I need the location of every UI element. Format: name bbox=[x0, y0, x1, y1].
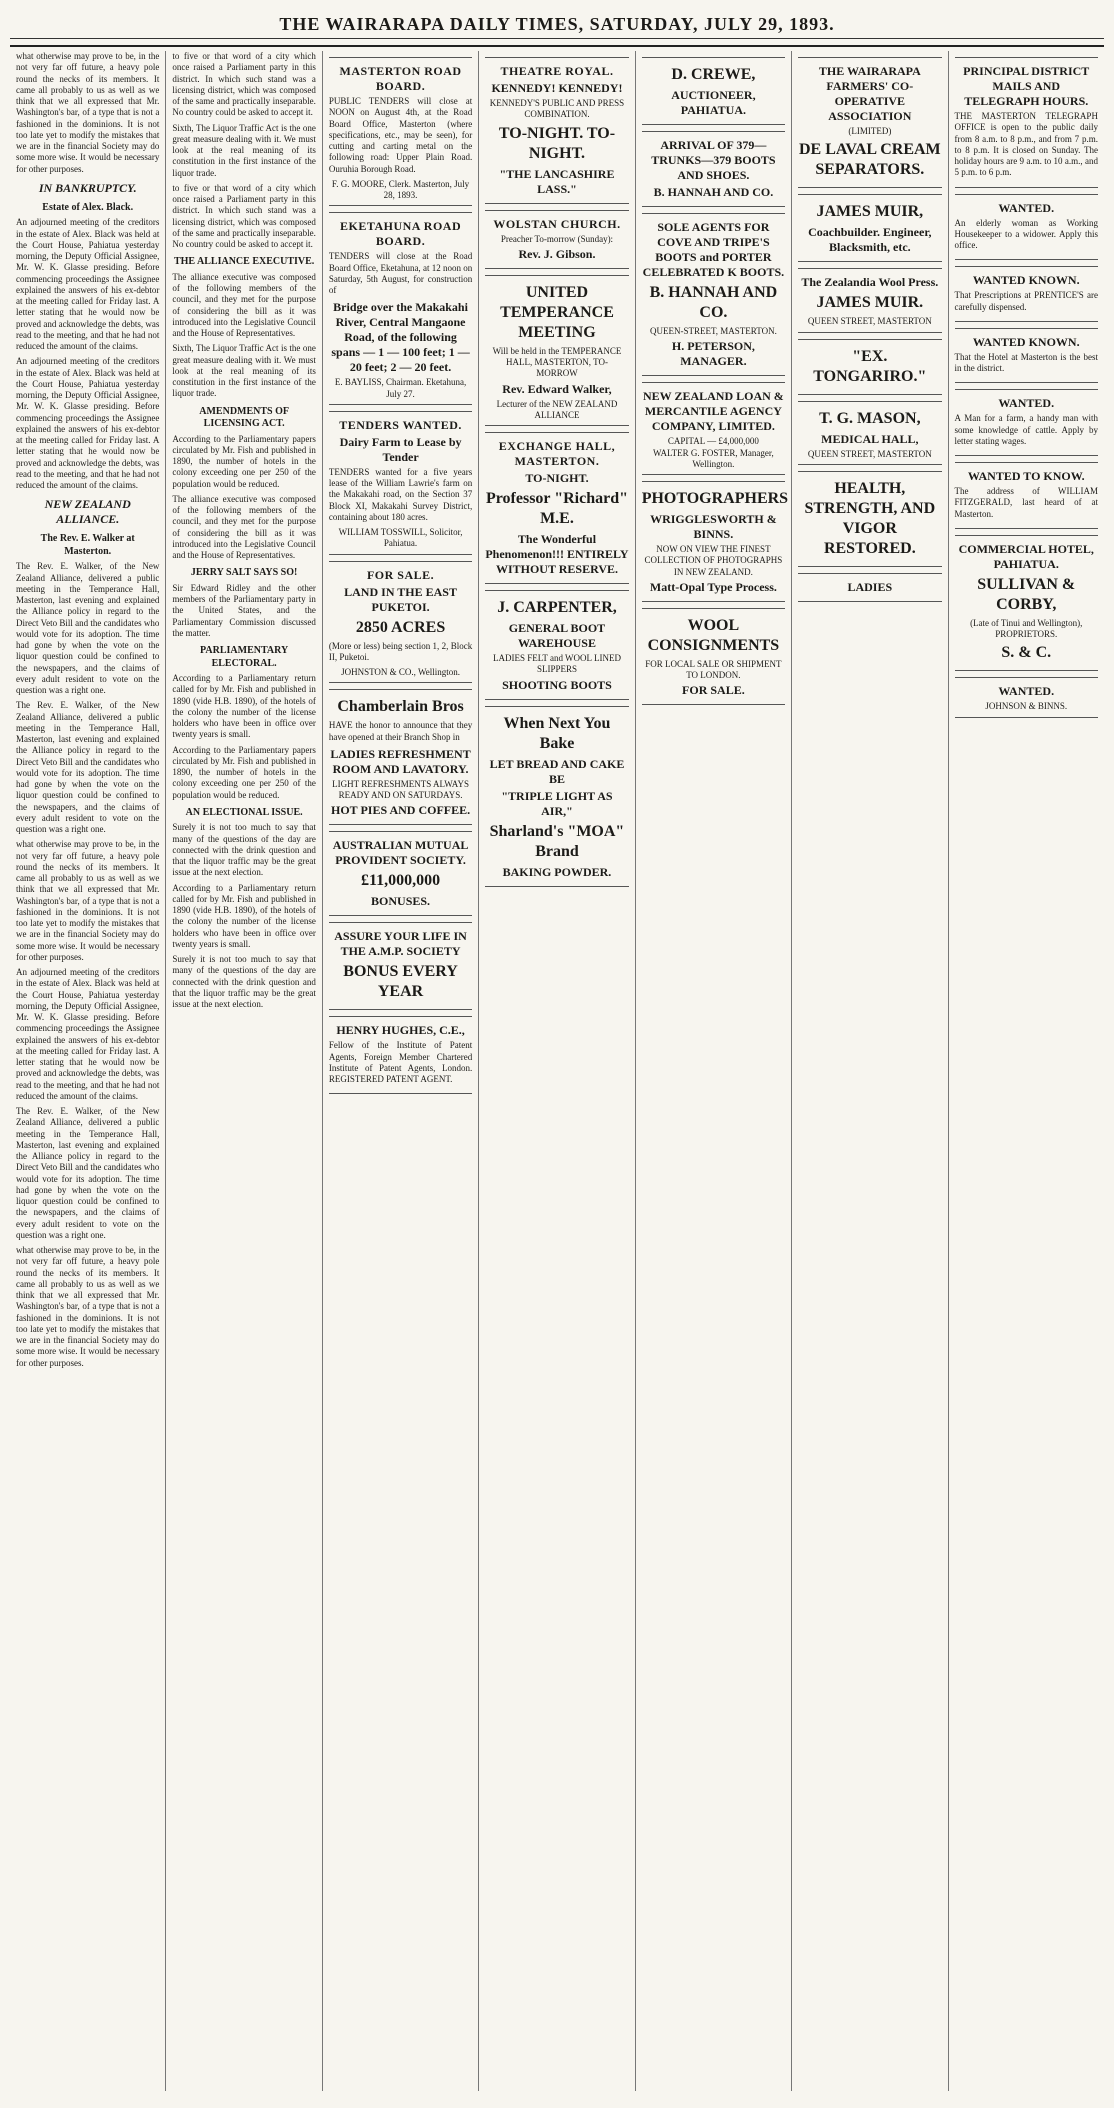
advert-wanted-to-know bbox=[955, 462, 1098, 529]
advert-subtitle: GENERAL BOOT WAREHOUSE bbox=[508, 621, 606, 650]
advert-subtitle: LADIES REFRESHMENT ROOM AND LAVATORY. bbox=[330, 746, 471, 776]
advert-text: That the Hotel at Masterton is the best in the district. bbox=[954, 351, 1098, 373]
advert-title: ARRIVAL OF 379—TRUNKS—379 BOOTS AND SHOES. bbox=[651, 138, 776, 182]
advert-funds: £11,000,000 bbox=[360, 872, 441, 890]
advert-acres: 2850 ACRES bbox=[355, 618, 446, 636]
column-6 bbox=[792, 51, 948, 2091]
advert-title: WANTED. bbox=[998, 200, 1055, 215]
advert-title: TENDERS WANTED. bbox=[339, 417, 462, 432]
advert-title: J. CARPENTER, bbox=[497, 599, 617, 616]
advert-name: JAMES MUIR. bbox=[816, 294, 924, 312]
advert-signature: WALTER G. FOSTER, Manager, Wellington. bbox=[653, 447, 774, 469]
advert-exchange-hall bbox=[485, 432, 628, 584]
advert-title: PRINCIPAL DISTRICT MAILS AND TELEGRAPH HOURS. bbox=[963, 64, 1090, 108]
advert-text: TENDERS will close at the Road Board Office, Eketahuna, at 12 noon on Saturday, 5th August, for construction of bbox=[328, 251, 473, 295]
advert-title: LADIES bbox=[847, 579, 893, 594]
advert-title: COMMERCIAL HOTEL, PAHIATUA. bbox=[958, 541, 1094, 571]
columns bbox=[10, 51, 1104, 2091]
advert-subtitle: BONUS EVERY YEAR bbox=[343, 963, 458, 1001]
advert-text: Lecturer of the NEW ZEALAND ALLIANCE bbox=[496, 398, 618, 420]
advert-title: WOLSTAN CHURCH. bbox=[493, 216, 621, 231]
advert-text: A Man for a farm, a handy man with some knowledge of cattle. Apply by letter stating wages. bbox=[954, 413, 1098, 446]
advert-eketahuna bbox=[329, 212, 472, 405]
advert-title: UNITED TEMPERANCE MEETING bbox=[500, 283, 614, 341]
article-paragraph: According to a Parliamentary return called for by Mr. Fish and published in 1890 (vide H.B. 1890), of the hotels of the colony the number of the license holders who have been in office over twenty years is small. bbox=[172, 673, 316, 740]
advert-title: EXCHANGE HALL, MASTERTON. bbox=[498, 439, 616, 468]
section-heading-telegrams: JERRY SALT SAYS SO! bbox=[190, 567, 298, 579]
advert-mails bbox=[955, 57, 1098, 188]
advert-wool bbox=[642, 608, 785, 706]
article-paragraph: Sir Edward Ridley and the other members of the Parliamentary party in the United States, and the Parliamentary Commission discussed the matter. bbox=[172, 582, 316, 638]
advert-signature: WILLIAM TOSSWILL, Solicitor, Pahiatua. bbox=[338, 527, 463, 549]
section-heading-amendments: AMENDMENTS OF LICENSING ACT. bbox=[199, 405, 289, 429]
advert-assure-life bbox=[329, 922, 472, 1010]
advert-title: THEATRE ROYAL. bbox=[500, 64, 614, 78]
advert-title: PHOTOGRAPHERS bbox=[641, 490, 789, 507]
advert-text: (LIMITED) bbox=[848, 126, 892, 136]
advert-text: (Late of Tinui and Wellington), PROPRIETORS. bbox=[970, 617, 1083, 639]
advert-title: MASTERTON ROAD BOARD. bbox=[339, 64, 462, 93]
advert-text: NOW ON VIEW THE FINEST COLLECTION OF PHOTOGRAPHS IN NEW ZEALAND. bbox=[644, 544, 783, 577]
column-3 bbox=[323, 51, 479, 2091]
advert-title: The Zealandia Wool Press. bbox=[801, 275, 939, 290]
advert-text: An elderly woman as Working Housekeeper to a widower. Apply this office. bbox=[954, 217, 1098, 250]
article-paragraph: An adjourned meeting of the creditors in the estate of Alex. Black was held at the Court House, Pahiatua yesterday morning, the Deputy Official Assignee, Mr. W. K. Glasse presiding. Before commencing proceedings the Assignee explained the answers of his ex-debtor at the meeting called for Friday last. A letter stating that he would now be proved and acknowledge the debts, was read to the meeting, and that he had not reduced the amount of the claims. bbox=[16, 356, 160, 490]
advert-subtitle: LET BREAD AND CAKE BE bbox=[489, 756, 625, 786]
advert-chamberlain bbox=[329, 689, 472, 825]
article-paragraph: what otherwise may prove to be, in the not very far off future, a heavy pole round the necks of its members. It came all probably to us as well as we think that we all expressed that Mr. Washington's bar, of a type that is not a fashioned in the dominions. It is not too late yet to modify the mistakes that we are in the financial Society may do some more wise. It would be necessary for other purposes. bbox=[16, 839, 160, 962]
advert-text: LIGHT REFRESHMENTS ALWAYS READY AND ON SATURDAYS. bbox=[332, 778, 469, 800]
advert-firm: B. HANNAH AND CO. bbox=[653, 185, 774, 199]
advert-subtitle: FOR SALE. bbox=[682, 683, 745, 698]
advert-amp-society bbox=[329, 831, 472, 916]
advert-subtitle: HOT PIES AND COFFEE. bbox=[330, 803, 471, 818]
advert-title: SOLE AGENTS FOR COVE AND TRIPE'S BOOTS and PORTER CELEBRATED K BOOTS. bbox=[642, 220, 785, 279]
advert-tonight: TO-NIGHT. TO-NIGHT. bbox=[498, 124, 616, 162]
advert-text: Fellow of the Institute of Patent Agents, Foreign Member Chartered Institute of Patent Agents, London. REGISTERED PATENT AGENT. bbox=[328, 1040, 473, 1084]
advert-text: The address of WILLIAM FITZGERALD, last heard of at Masterton. bbox=[954, 486, 1098, 519]
advert-temperance-meeting bbox=[485, 275, 628, 426]
advert-address: QUEEN STREET, MASTERTON bbox=[807, 448, 932, 459]
advert-subtitle: Coachbuilder. Engineer, Blacksmith, etc. bbox=[808, 225, 932, 255]
section-heading-alliance-executive: THE ALLIANCE EXECUTIVE. bbox=[173, 256, 315, 268]
advert-title: FOR SALE. bbox=[366, 567, 435, 582]
advert-title: WANTED KNOWN. bbox=[972, 273, 1080, 288]
advert-trunks bbox=[642, 131, 785, 207]
advert-title: ASSURE YOUR LIFE IN THE A.M.P. SOCIETY bbox=[334, 929, 467, 959]
advert-photographers bbox=[641, 481, 789, 602]
advert-name: Rev. Edward Walker, bbox=[502, 381, 612, 396]
section-heading-electoral: PARLIAMENTARY ELECTORAL. bbox=[200, 645, 289, 669]
masthead bbox=[10, 14, 1104, 47]
advert-health bbox=[798, 471, 941, 567]
advert-title: HENRY HUGHES, C.E., bbox=[336, 1023, 465, 1038]
advert-name: Rev. J. Gibson. bbox=[518, 246, 596, 261]
subheading-walker: The Rev. E. Walker at Masterton. bbox=[40, 533, 135, 557]
advert-address: QUEEN-STREET, MASTERTON. bbox=[649, 326, 777, 336]
advert-subtitle: AUCTIONEER, PAHIATUA. bbox=[671, 88, 756, 117]
advert-signature: F. G. MOORE, Clerk. Masterton, July 28, 1893. bbox=[331, 178, 470, 200]
advert-signature: JOHNSON & BINNS. bbox=[985, 701, 1068, 712]
column-7 bbox=[949, 51, 1104, 2091]
advert-text: Preacher To-morrow (Sunday): bbox=[500, 233, 614, 244]
article-paragraph: The alliance executive was composed of the following members of the council, and they met for the purpose of considering the bill as it was introduced into the Legislative Council and the House of Representatives. bbox=[172, 493, 316, 560]
advert-subtitle: SULLIVAN & CORBY, bbox=[977, 575, 1076, 613]
advert-baking-powder bbox=[485, 706, 628, 887]
advert-wool-press bbox=[798, 268, 941, 332]
advert-wanted-known-prentice bbox=[955, 266, 1098, 322]
advert-subtitle: Matt-Opal Type Process. bbox=[649, 579, 777, 594]
advert-text: That Prescriptions at PRENTICE'S are carefully dispensed. bbox=[954, 290, 1098, 312]
article-paragraph: Surely it is not too much to say that many of the questions of the day are connected with the drink question and that the liquor traffic may be the great issue at the next election. bbox=[172, 822, 316, 878]
article-paragraph: According to the Parliamentary papers circulated by Mr. Fish and published in 1890, the number of hotels in the colony exceeding one per 250 of the population would be reduced. bbox=[172, 744, 316, 800]
advert-mason bbox=[798, 401, 941, 465]
article-paragraph: The alliance executive was composed of the following members of the council, and they met for the purpose of considering the bill as it was introduced into the Legislative Council and the House of Representatives. bbox=[172, 271, 316, 338]
advert-show: The Wonderful Phenomenon!!! ENTIRELY WITHOUT RESERVE. bbox=[485, 532, 629, 576]
advert-title: Chamberlain Bros bbox=[337, 698, 464, 716]
advert-church bbox=[485, 210, 628, 269]
advert-product: DE LAVAL CREAM SEPARATORS. bbox=[798, 141, 941, 179]
article-paragraph: what otherwise may prove to be, in the not very far off future, a heavy pole round the necks of its members. It came all probably to us as well as we think that we all expressed that Mr. Washington's bar, of a type that is not a fashioned in the dominions. It is not too late yet to modify the mistakes that we are in the financial Society may do some more wise. It would be necessary for other purposes. bbox=[16, 51, 160, 174]
advert-signature: JOHNSTON & CO., Wellington. bbox=[341, 667, 461, 677]
advert-henry-hughes bbox=[329, 1016, 472, 1094]
section-heading-bankruptcy: IN BANKRUPTCY. bbox=[38, 180, 137, 195]
advert-title: EKETAHUNA ROAD BOARD. bbox=[339, 219, 462, 249]
advert-tenders bbox=[329, 411, 472, 555]
advert-capital: CAPITAL — £4,000,000 bbox=[667, 436, 759, 447]
article-paragraph: An adjourned meeting of the creditors in the estate of Alex. Black was held at the Court House, Pahiatua yesterday morning, the Deputy Official Assignee, Mr. W. K. Glasse presiding. Before commencing proceedings the Assignee explained the answers of his ex-debtor at the meeting called for Friday last. A letter stating that he would now be proved and acknowledge the debts, was read to the meeting, and that he had not reduced the amount of the claims. bbox=[16, 217, 160, 351]
newspaper-title: THE WAIRARAPA DAILY TIMES, SATURDAY, JULY 29, 1893. bbox=[279, 14, 835, 34]
article-paragraph: According to a Parliamentary return called for by Mr. Fish and published in 1890 (vide H.B. 1890), of the hotels of the colony the number of the license holders who have been in office over twenty years is small. bbox=[172, 882, 316, 949]
advert-title: HEALTH, STRENGTH, AND VIGOR RESTORED. bbox=[804, 479, 936, 557]
article-paragraph: to five or that word of a city which once raised a Parliament party in this district. In which such stand was a licensing district, which was composed of the same and practically inseparable. No country could be asked to accept it. bbox=[172, 51, 316, 118]
advert-ladies bbox=[798, 573, 941, 602]
advert-subtitle: BONUSES. bbox=[371, 894, 431, 909]
advert-title: NEW ZEALAND LOAN & MERCANTILE AGENCY COMPANY, LIMITED. bbox=[643, 389, 784, 434]
advert-title: WANTED TO KNOW. bbox=[967, 469, 1085, 483]
article-paragraph: Sixth, The Liquor Traffic Act is the one great measure dealing with it. We must look at the real meaning of its constitution in the first instance of the liquor trade. bbox=[172, 122, 316, 178]
article-paragraph: The Rev. E. Walker, of the New Zealand Alliance, delivered a public meeting in the Temperance Hall, Masterton, last evening and explained the Alliance policy in regard to the Direct Veto Bill and the candidates who would vote for its adoption. The time had gone by when the vote on the liquor question could be confined to the newspapers, and the claims of every adult resident to vote on the question was a right one. bbox=[16, 561, 160, 695]
column-1 bbox=[10, 51, 166, 2091]
advert-wanted-known-hotel bbox=[955, 328, 1098, 384]
advert-title: JAMES MUIR, bbox=[816, 203, 924, 221]
advert-quote: "TRIPLE LIGHT AS AIR," bbox=[501, 788, 613, 818]
advert-title: THE WAIRARAPA FARMERS' CO-OPERATIVE ASSOCIATION bbox=[818, 64, 921, 123]
advert-name: Professor "Richard" M.E. bbox=[485, 490, 628, 527]
advert-text: (More or less) being section 1, 2, Block II, Puketoi. bbox=[328, 640, 473, 662]
advert-land-sale bbox=[329, 561, 472, 684]
subheading-estate: Estate of Alex. Black. bbox=[42, 201, 134, 213]
advert-road-board bbox=[329, 57, 472, 206]
article-paragraph: An adjourned meeting of the creditors in the estate of Alex. Black was held at the Court House, Pahiatua yesterday morning, the Deputy Official Assignee, Mr. W. K. Glasse presiding. Before commencing proceedings the Assignee explained the answers of his ex-debtor at the meeting called for Friday last. A letter stating that he would now be proved and acknowledge the debts, was read to the meeting, and that he had not reduced the amount of the claims. bbox=[16, 967, 160, 1101]
column-2 bbox=[166, 51, 322, 2091]
advert-title: WANTED KNOWN. bbox=[972, 334, 1080, 349]
advert-title: WOOL CONSIGNMENTS bbox=[647, 616, 780, 654]
article-paragraph: The Rev. E. Walker, of the New Zealand Alliance, delivered a public meeting in the Temperance Hall, Masterton, last evening and explained the Alliance policy in regard to the Direct Veto Bill and the candidates who would vote for its adoption. The time had gone by when the vote on the liquor question could be confined to the newspapers, and the claims of every adult resident to vote on the question was a right one. bbox=[16, 700, 160, 834]
article-paragraph: Sixth, The Liquor Traffic Act is the one great measure dealing with it. We must look at the real meaning of its constitution in the first instance of the liquor trade. bbox=[172, 343, 316, 399]
section-heading-alliance: NEW ZEALAND ALLIANCE. bbox=[44, 497, 131, 527]
advert-carpenter bbox=[485, 590, 628, 700]
advert-subtitle: BAKING POWDER. bbox=[502, 864, 612, 879]
advert-subtitle: MEDICAL HALL, bbox=[821, 431, 919, 446]
column-4 bbox=[479, 51, 635, 2091]
advert-crewe bbox=[642, 57, 785, 125]
column-5 bbox=[636, 51, 792, 2091]
advert-james-muir bbox=[798, 194, 941, 262]
advert-title: AUSTRALIAN MUTUAL PROVIDENT SOCIETY. bbox=[332, 838, 469, 868]
advert-text: LADIES FELT and WOOL LINED SLIPPERS bbox=[492, 653, 621, 675]
advert-signature: E. BAYLISS, Chairman. Eketahuna, July 27. bbox=[334, 377, 467, 399]
advert-brand: Sharland's "MOA" Brand bbox=[489, 822, 625, 860]
advert-text: FOR LOCAL SALE OR SHIPMENT TO LONDON. bbox=[645, 658, 782, 680]
advert-firm: B. HANNAH AND CO. bbox=[649, 284, 778, 321]
masthead-rule bbox=[10, 38, 1104, 39]
advert-subtitle: Dairy Farm to Lease by Tender bbox=[339, 434, 462, 464]
advert-subtitle: SHOOTING BOOTS bbox=[502, 677, 612, 692]
article-paragraph: Surely it is not too much to say that many of the questions of the day are connected with the drink question and that the liquor traffic may be the great issue at the next election. bbox=[172, 954, 316, 1009]
advert-text: THE MASTERTON TELEGRAPH OFFICE is open to the public daily from 8 a.m. to 8 p.m., and from 7 p.m. to 8 p.m. It is closed on Sunday. The holiday hours are 9 a.m. to 10 a.m., and 5 p.m. to 6 p.m. bbox=[954, 111, 1098, 178]
article-paragraph: to five or that word of a city which once raised a Parliament party in this district. In which such stand was a licensing district, which was composed of the same and practically inseparable. No country could be asked to accept it. bbox=[172, 182, 316, 249]
advert-title: T. G. MASON, bbox=[819, 409, 921, 427]
article-paragraph: According to the Parliamentary papers circulated by Mr. Fish and published in 1890, the number of hotels in the colony exceeding one per 250 of the population would be reduced. bbox=[172, 433, 316, 489]
advert-wanted-housekeeper bbox=[955, 194, 1098, 261]
advert-farmers-coop bbox=[798, 57, 941, 188]
advert-subtitle: LAND IN THE EAST PUKETOI. bbox=[344, 584, 457, 614]
advert-initials: S. & C. bbox=[1001, 644, 1052, 662]
advert-wanted-final bbox=[955, 677, 1098, 717]
advert-bridge: Bridge over the Makakahi River, Central Mangaone Road, of the following spans — 1 — 100 feet; 1 — 20 feet; 2 — 20 feet. bbox=[331, 300, 470, 375]
advert-signature: H. PETERSON, MANAGER. bbox=[671, 339, 755, 369]
advert-text: Will be held in the TEMPERANCE HALL, MASTERTON, TO-MORROW bbox=[492, 345, 622, 379]
advert-commercial-hotel bbox=[955, 535, 1098, 672]
advert-wanted-farm-hand bbox=[955, 389, 1098, 456]
advert-text: KENNEDY'S PUBLIC AND PRESS COMBINATION. bbox=[489, 98, 625, 120]
advert-text: TENDERS wanted for a five years lease of the William Lawrie's farm on the Makakahi road, on the Section 37 Block XI, Makakahi Survey District, containing about 180 acres. bbox=[328, 466, 473, 522]
advert-theatre bbox=[485, 57, 628, 204]
advert-text: PUBLIC TENDERS will close at NOON on August 4th, at the Road Board Office, Masterton (where specifications, etc., may be seen), for cutting and carting metal on the following road: Upper Plain Road. Ouruhia Borough Road. bbox=[328, 96, 473, 174]
advert-show: "THE LANCASHIRE LASS." bbox=[499, 166, 615, 196]
article-paragraph: The Rev. E. Walker, of the New Zealand Alliance, delivered a public meeting in the Temperance Hall, Masterton, last evening and explained the Alliance policy in regard to the Direct Veto Bill and the candidates who would vote for its adoption. The time had gone by when the vote on the liquor question could be confined to the newspapers, and the claims of every adult resident to vote on the question was a right one. bbox=[16, 1106, 160, 1240]
advert-subtitle: KENNEDY! KENNEDY! bbox=[491, 81, 623, 95]
advert-text: HAVE the honor to announce that they have opened at their Branch Shop in bbox=[328, 720, 473, 742]
advert-tongariro bbox=[798, 339, 941, 395]
advert-title: D. CREWE, bbox=[671, 66, 756, 83]
advert-title: When Next You Bake bbox=[503, 714, 611, 752]
advert-address: QUEEN STREET, MASTERTON bbox=[807, 316, 932, 327]
advert-firm: WRIGGLESWORTH & BINNS. bbox=[650, 512, 777, 541]
advert-title: "EX. TONGARIRO." bbox=[813, 347, 927, 385]
advert-sole-agents bbox=[642, 213, 785, 376]
section-heading-election-issue: AN ELECTIONAL ISSUE. bbox=[185, 806, 303, 818]
article-paragraph: what otherwise may prove to be, in the not very far off future, a heavy pole round the necks of its members. It came all probably to us as well as we think that we all expressed that Mr. Washington's bar, of a type that is not a fashioned in the dominions. It is not too late yet to modify the mistakes that we are in the financial Society may do some more wise. It would be necessary for other purposes. bbox=[16, 1245, 160, 1368]
advert-title: WANTED. bbox=[998, 396, 1055, 411]
advert-title: WANTED. bbox=[998, 684, 1055, 699]
advert-loan-agency bbox=[642, 382, 785, 475]
advert-subtitle: TO-NIGHT. bbox=[525, 471, 589, 485]
